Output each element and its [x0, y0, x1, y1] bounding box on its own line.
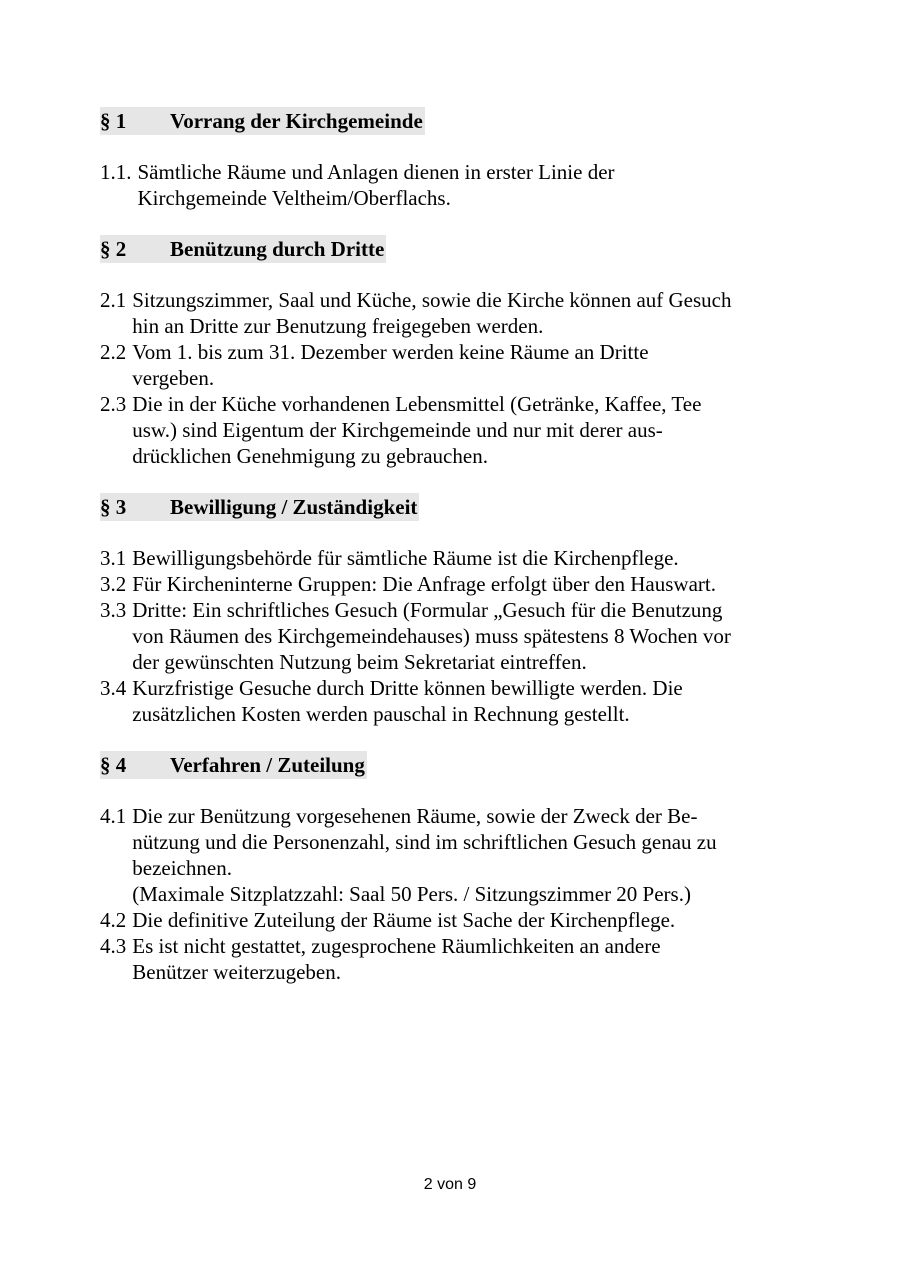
- item-number: 4.1: [100, 804, 127, 828]
- list-item: [100, 339, 820, 391]
- page-number: 2 von 9: [423, 1176, 477, 1193]
- item-text: [138, 159, 821, 211]
- item-text-line: Die in der Küche vorhandenen Lebensmittel (Getränke, Kaffee, Tee: [132, 392, 702, 416]
- section-1: [100, 107, 820, 211]
- section-3: [100, 493, 820, 727]
- item-text-line: nützung und die Personenzahl, sind im schriftlichen Gesuch genau zu: [132, 830, 717, 854]
- item-text-line: drücklichen Genehmigung zu gebrauchen.: [132, 444, 488, 468]
- list-item: [100, 907, 820, 933]
- list-item: [100, 597, 820, 675]
- item-number: 2.1: [100, 288, 127, 312]
- item-number: 4.3: [100, 934, 127, 958]
- item-text-line: Sitzungszimmer, Saal und Küche, sowie die Kirche können auf Gesuch: [132, 288, 732, 312]
- item-number: 3.2: [100, 572, 127, 596]
- list-item: [100, 571, 820, 597]
- section-items: [100, 545, 820, 727]
- item-number: 1.1.: [100, 160, 132, 184]
- item-number: 3.1: [100, 546, 127, 570]
- item-text-line: zusätzlichen Kosten werden pauschal in Rechnung gestellt.: [132, 702, 630, 726]
- item-text: [132, 571, 820, 597]
- item-number: 2.2: [100, 340, 127, 364]
- section-items: [100, 803, 820, 985]
- item-text-line: Kirchgemeinde Veltheim/Oberflachs.: [137, 186, 451, 210]
- section-heading: [100, 493, 419, 521]
- item-text-line: Vom 1. bis zum 31. Dezember werden keine Räume an Dritte: [132, 340, 649, 364]
- item-text-line: usw.) sind Eigentum der Kirchgemeinde und nur mit derer aus-: [132, 418, 663, 442]
- item-text: [132, 597, 820, 675]
- item-text: [132, 675, 820, 727]
- section-number: § 4: [100, 753, 127, 777]
- section-title: Verfahren / Zuteilung: [170, 753, 365, 777]
- document-body: [100, 107, 820, 1009]
- section-heading: [100, 107, 425, 135]
- item-text-line: Kurzfristige Gesuche durch Dritte können bewilligte werden. Die: [132, 676, 683, 700]
- item-text: [132, 907, 820, 933]
- list-item: [100, 803, 820, 907]
- item-text-line: bezeichnen.: [132, 856, 232, 880]
- list-item: [100, 159, 820, 211]
- item-text-line: vergeben.: [132, 366, 215, 390]
- list-item: [100, 675, 820, 727]
- item-number: 3.3: [100, 598, 127, 622]
- section-items: [100, 159, 820, 211]
- section-number: § 2: [100, 237, 127, 261]
- section-number: § 1: [100, 109, 127, 133]
- item-text-line: hin an Dritte zur Benutzung freigegeben werden.: [132, 314, 544, 338]
- item-number: 3.4: [100, 676, 127, 700]
- item-text-line: von Räumen des Kirchgemeindehauses) muss spätestens 8 Wochen vor: [132, 624, 731, 648]
- section-items: [100, 287, 820, 469]
- item-text: [132, 339, 820, 391]
- item-text-line: Für Kircheninterne Gruppen: Die Anfrage erfolgt über den Hauswart.: [132, 572, 716, 596]
- item-text: [132, 391, 820, 469]
- section-2: [100, 235, 820, 469]
- item-text-line: Die zur Benützung vorgesehenen Räume, sowie der Zweck der Be-: [132, 804, 698, 828]
- section-4: [100, 751, 820, 985]
- list-item: [100, 287, 820, 339]
- item-text: [132, 803, 820, 907]
- item-text: [132, 933, 820, 985]
- item-text-line: (Maximale Sitzplatzzahl: Saal 50 Pers. / Sitzungszimmer 20 Pers.): [132, 882, 691, 906]
- item-text-line: Sämtliche Räume und Anlagen dienen in erster Linie der: [137, 160, 615, 184]
- item-number: 4.2: [100, 908, 127, 932]
- item-text-line: Bewilligungsbehörde für sämtliche Räume ist die Kirchenpflege.: [132, 546, 679, 570]
- item-text: [132, 287, 820, 339]
- section-heading: [100, 235, 386, 263]
- item-text: [132, 545, 820, 571]
- item-text-line: Die definitive Zuteilung der Räume ist Sache der Kirchenpflege.: [132, 908, 676, 932]
- item-text-line: Benützer weiterzugeben.: [132, 960, 341, 984]
- item-text-line: der gewünschten Nutzung beim Sekretariat eintreffen.: [132, 650, 587, 674]
- item-text-line: Dritte: Ein schriftliches Gesuch (Formular „Gesuch für die Benutzung: [132, 598, 723, 622]
- list-item: [100, 545, 820, 571]
- section-title: Bewilligung / Zuständigkeit: [170, 495, 418, 519]
- list-item: [100, 933, 820, 985]
- section-heading: [100, 751, 367, 779]
- list-item: [100, 391, 820, 469]
- item-number: 2.3: [100, 392, 127, 416]
- section-title: Vorrang der Kirchgemeinde: [170, 109, 423, 133]
- section-number: § 3: [100, 495, 127, 519]
- item-text-line: Es ist nicht gestattet, zugesprochene Räumlichkeiten an andere: [132, 934, 661, 958]
- section-title: Benützung durch Dritte: [170, 237, 385, 261]
